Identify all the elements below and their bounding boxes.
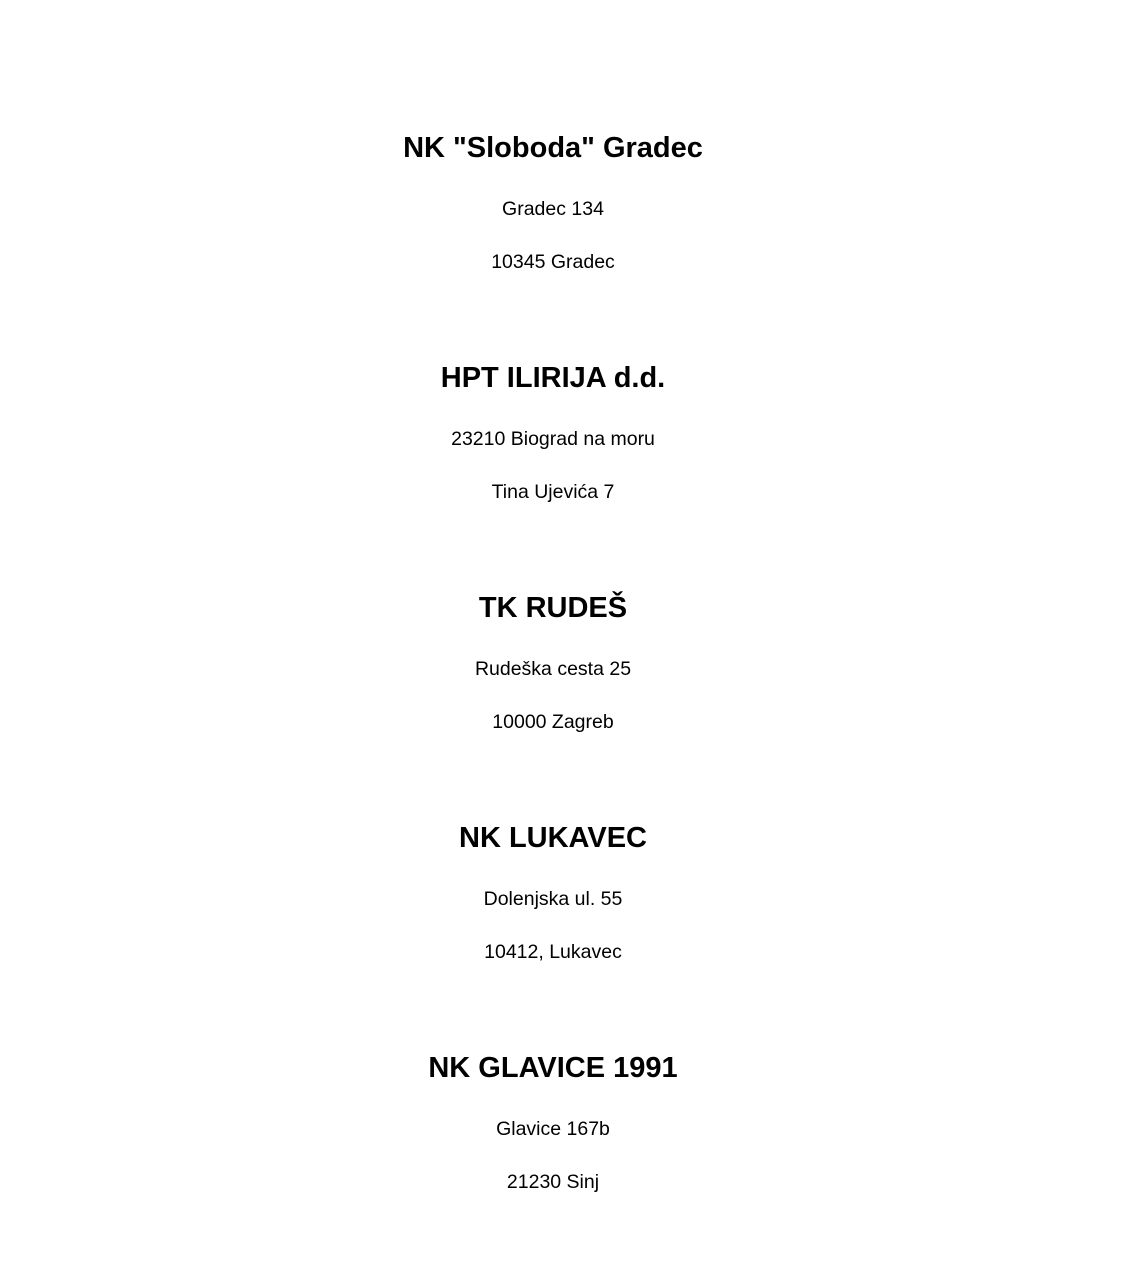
- address-line: 23210 Biograd na moru: [451, 428, 655, 450]
- address-line: 10345 Gradec: [491, 251, 615, 273]
- organization-name: HPT ILIRIJA d.d.: [440, 362, 666, 394]
- organization-name: NK "Sloboda" Gradec: [403, 132, 703, 164]
- organization-name: NK GLAVICE 1991: [428, 1052, 678, 1084]
- address-line: Glavice 167b: [496, 1118, 610, 1140]
- address-line: Rudeška cesta 25: [474, 658, 632, 680]
- organization-name: NK LUKAVEC: [459, 822, 647, 854]
- organization-name: TK RUDEŠ: [478, 592, 628, 624]
- address-line: Tina Ujevića 7: [491, 481, 615, 503]
- address-line: Gradec 134: [502, 198, 604, 220]
- address-line: 10412, Lukavec: [484, 941, 622, 963]
- address-line: Dolenjska ul. 55: [483, 888, 623, 910]
- address-line: 21230 Sinj: [506, 1171, 600, 1193]
- address-line: 10000 Zagreb: [492, 711, 614, 733]
